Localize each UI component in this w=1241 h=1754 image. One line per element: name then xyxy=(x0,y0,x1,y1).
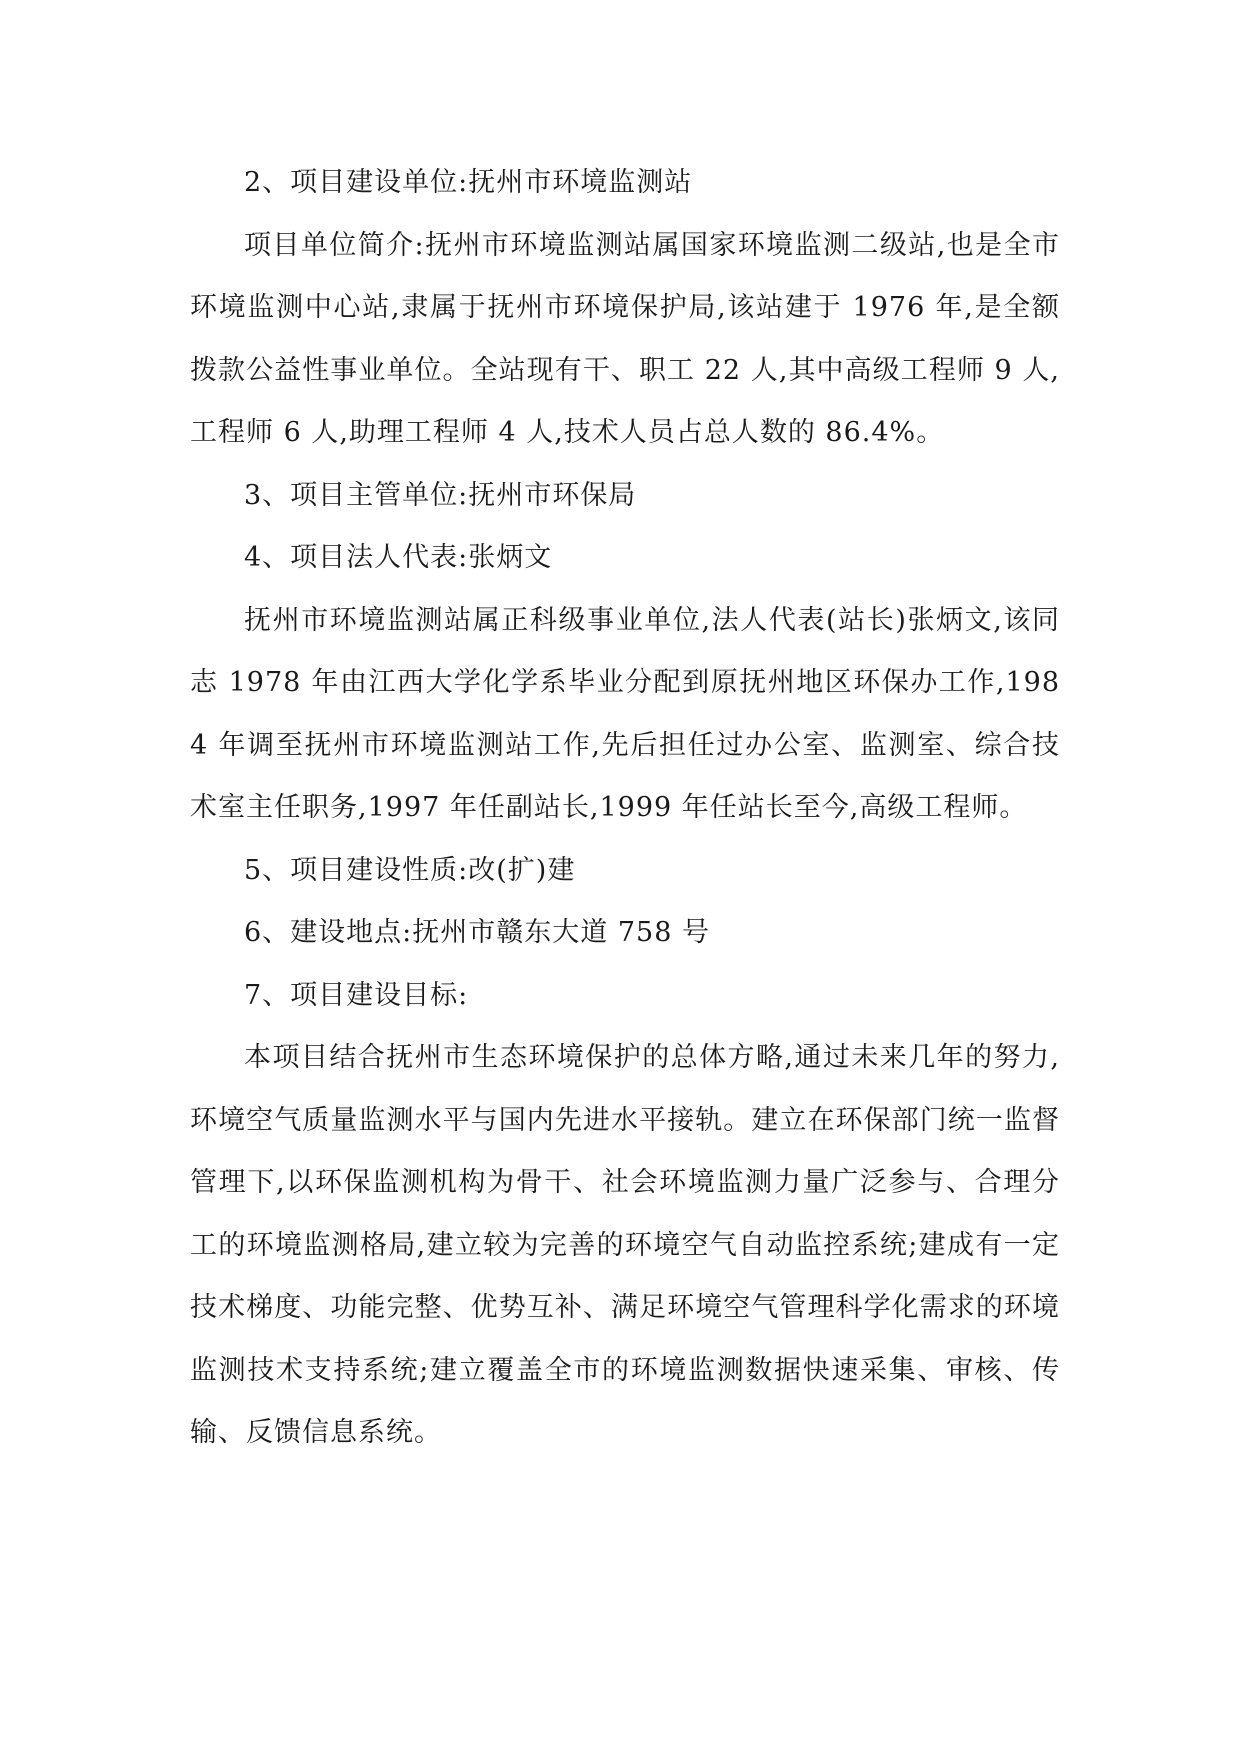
paragraph-construction-site: 6、建设地点:抚州市赣东大道 758 号 xyxy=(244,917,710,948)
paragraph-legal-representative: 4、项目法人代表:张炳文 xyxy=(244,542,553,573)
paragraph-representative-bio: 抚州市环境监测站属正科级事业单位,法人代表(站长)张炳文,该同志 1978 年由江西大学化学系毕业分配到原抚州地区环保办工作,1984 年调至抚州市环境监测站工作,先后担任过办公室、监测室、综合技术室主任职务,1997 年任副站长,1999 年任站长至今,高级工程师。 xyxy=(190,604,1060,823)
paragraph-unit-intro: 项目单位简介:抚州市环境监测站属国家环境监测二级站,也是全市环境监测中心站,隶属于抚州市环境保护局,该站建于 1976 年,是全额拨款公益性事业单位。全站现有干、职工 22 人,其中高级工程师 9 人,工程师 6 人,助理工程师 4 人,技术人员占总人数的 86.4%。 xyxy=(190,229,1060,448)
paragraph-construction-nature: 5、项目建设性质:改(扩)建 xyxy=(244,854,576,886)
paragraph-supervising-unit: 3、项目主管单位:抚州市环保局 xyxy=(244,479,637,511)
paragraph-goal-heading: 7、项目建设目标: xyxy=(244,979,469,1011)
document-body xyxy=(190,152,1060,1465)
paragraph-goal-text: 本项目结合抚州市生态环境保护的总体方略,通过未来几年的努力,环境空气质量监测水平与国内先进水平接轨。建立在环保部门统一监督管理下,以环保监测机构为骨干、社会环境监测力量广泛参与、合理分工的环境监测格局,建立较为完善的环境空气自动监控系统;建成有一定技术梯度、功能完整、优势互补、满足环境空气管理科学化需求的环境监测技术支持系统;建立覆盖全市的环境监测数据快速采集、审核、传输、反馈信息系统。 xyxy=(190,1042,1060,1448)
paragraph-project-unit: 2、项目建设单位:抚州市环境监测站 xyxy=(244,167,693,198)
